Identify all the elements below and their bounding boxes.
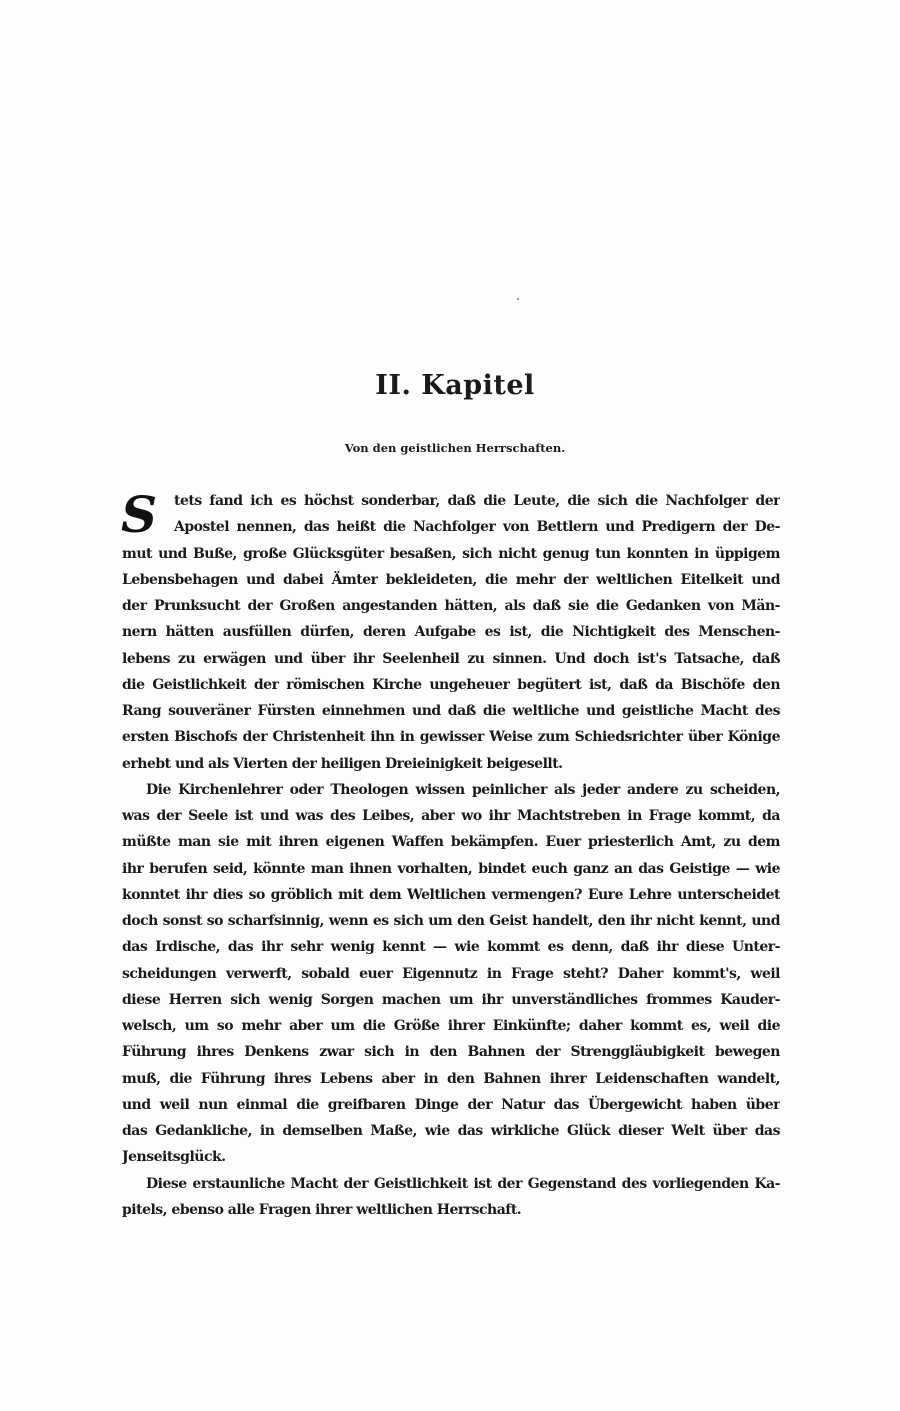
text-line: Führung ihres Denkens zwar sich in den Bahnen der Strenggläubigkeit bewegen — [122, 1044, 780, 1061]
chapter-subtitle: Von den geistlichen Herrschaften. — [344, 441, 566, 455]
chapter-body — [121, 485, 780, 1223]
paragraph-1 — [121, 485, 780, 777]
text-line: erhebt und als Vierten der heiligen Dreieinigkeit beigesellt. — [122, 755, 563, 772]
text-line: müßte man sie mit ihren eigenen Waffen bekämpfen. Euer priesterlich Amt, zu dem — [122, 834, 780, 851]
print-speck — [517, 298, 519, 300]
text-line: Die Kirchenlehrer oder Theologen wissen peinlicher als jeder andere zu scheiden, — [146, 781, 780, 798]
text-line: Apostel nennen, das heißt die Nachfolger von Bettlern und Predigern der De- — [174, 519, 780, 536]
text-line: ihr berufen seid, könnte man ihnen vorhalten, bindet euch ganz an das Geistige — wie — [122, 860, 780, 877]
text-line: lebens zu erwägen und über ihr Seelenheil zu sinnen. Und doch ist's Tatsache, daß — [122, 650, 780, 667]
chapter-title: II. Kapitel — [375, 370, 535, 401]
text-line: ersten Bischofs der Christenheit ihn in gewisser Weise zum Schiedsrichter über Könige — [122, 729, 780, 746]
text-line: mut und Buße, große Glücksgüter besaßen, sich nicht genug tun konnten in üppigem — [122, 545, 780, 562]
text-line: Jenseitsglück. — [122, 1149, 226, 1166]
text-line: diese Herren sich wenig Sorgen machen um ihr unverständliches frommes Kauder- — [122, 991, 780, 1008]
paragraph-3 — [122, 1171, 780, 1224]
text-line: pitels, ebenso alle Fragen ihrer weltlichen Herrschaft. — [122, 1201, 522, 1218]
text-line: doch sonst so scharfsinnig, wenn es sich um den Geist handelt, den ihr nicht kennt, und — [122, 913, 780, 929]
drop-cap: S — [121, 485, 157, 544]
text-line: tets fand ich es höchst sonderbar, daß die Leute, die sich die Nachfolger der — [174, 493, 780, 509]
text-line: das Irdische, das ihr sehr wenig kennt — wie kommt es denn, daß ihr diese Unter- — [122, 939, 780, 956]
text-line: welsch, um so mehr aber um die Größe ihrer Einkünfte; daher kommt es, weil die — [122, 1018, 780, 1034]
text-line: die Geistlichkeit der römischen Kirche ungeheuer begütert ist, daß da Bischöfe den — [122, 676, 780, 693]
text-line: Diese erstaunliche Macht der Geistlichkeit ist der Gegenstand des vorliegenden Ka- — [146, 1175, 780, 1192]
paragraph-2 — [122, 777, 780, 1171]
text-line: scheidungen verwerft, sobald euer Eigennutz in Frage steht? Daher kommt's, weil — [122, 965, 780, 982]
text-line: konntet ihr dies so gröblich mit dem Weltlichen vermengen? Eure Lehre unterscheidet — [122, 886, 780, 903]
text-line: was der Seele ist und was des Leibes, aber wo ihr Machtstreben in Frage kommt, da — [122, 808, 780, 824]
text-line: muß, die Führung ihres Lebens aber in den Bahnen ihrer Leidenschaften wandelt, — [122, 1070, 780, 1087]
text-line: Lebensbehagen und dabei Ämter bekleideten, die mehr der weltlichen Eitelkeit und — [122, 571, 780, 588]
text-line: Rang souveräner Fürsten einnehmen und daß die weltliche und geistliche Macht des — [122, 703, 780, 719]
text-line: der Prunksucht der Großen angestanden hätten, als daß sie die Gedanken von Män- — [122, 598, 780, 614]
text-line: das Gedankliche, in demselben Maße, wie das wirkliche Glück dieser Welt über das — [122, 1123, 780, 1139]
text-line: nern hätten ausfüllen dürfen, deren Aufgabe es ist, die Nichtigkeit des Menschen- — [122, 624, 780, 641]
text-line: und weil nun einmal die greifbaren Dinge der Natur das Übergewicht haben über — [122, 1096, 780, 1113]
